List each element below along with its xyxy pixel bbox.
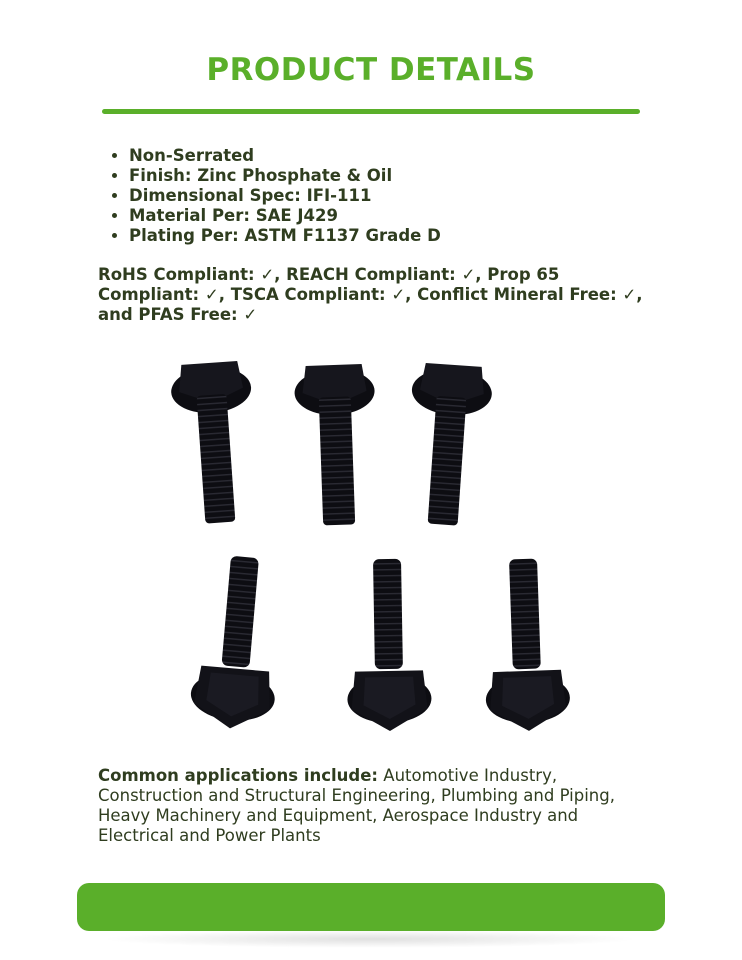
bolt-icon	[188, 553, 287, 732]
page-title: PRODUCT DETAILS	[206, 52, 536, 88]
footer-shadow	[100, 930, 640, 948]
compliance-statement: RoHS Compliant: ✓, REACH Compliant: ✓, Prop 65 Compliant: ✓, TSCA Compliant: ✓, Conflict Mineral Free: ✓, and PFAS Free: ✓	[98, 265, 643, 324]
spec-item: • Non-Serrated	[129, 146, 441, 166]
bolt-icon	[169, 360, 260, 525]
spec-list	[107, 146, 441, 246]
applications-paragraph	[98, 766, 658, 846]
title-divider	[102, 109, 640, 114]
applications-text: Automotive Industry, Construction and Structural Engineering, Plumbing and Piping, Heavy Machinery and Equipment, Aerospace Industry and Electrical and Power Plants	[98, 766, 615, 845]
applications-label: Common applications include:	[98, 766, 379, 785]
bolt-icon	[481, 558, 571, 733]
bolt-icon	[294, 364, 380, 527]
footer-bar	[77, 883, 665, 931]
bolts-product-image	[140, 345, 600, 745]
bolt-icon	[345, 558, 432, 731]
spec-item: • Dimensional Spec: IFI-111	[129, 186, 441, 206]
spec-item: • Plating Per: ASTM F1137 Grade D	[129, 226, 441, 246]
spec-item: • Material Per: SAE J429	[129, 206, 441, 226]
spec-item: • Finish: Zinc Phosphate & Oil	[129, 166, 441, 186]
bolt-icon	[403, 362, 494, 527]
